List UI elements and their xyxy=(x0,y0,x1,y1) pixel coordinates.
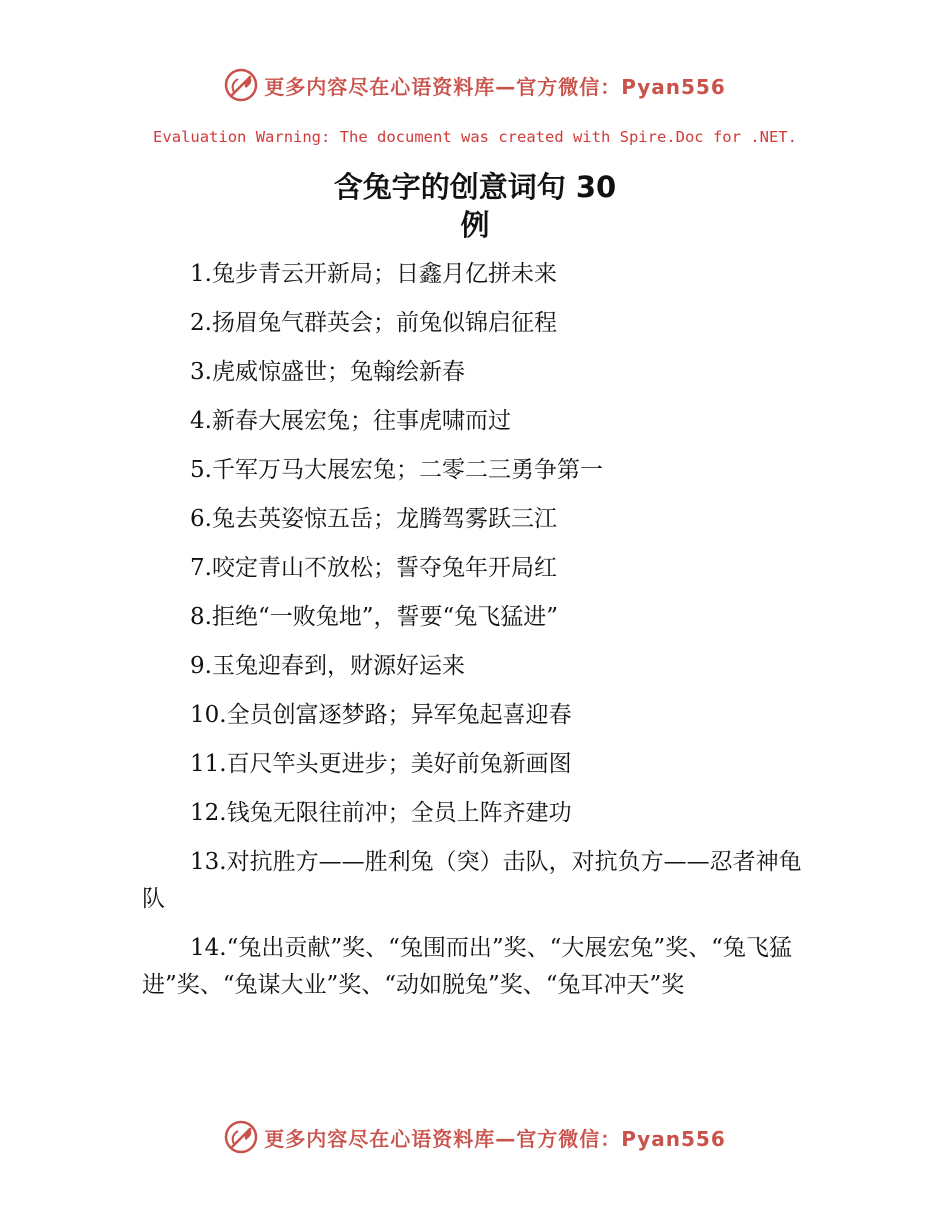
phrase-list xyxy=(142,256,822,1016)
title-line-1: 含兔字的创意词句 30 xyxy=(333,170,617,204)
document-title xyxy=(250,168,700,244)
list-item: 11.百尺竿头更进步；美好前兔新画图 xyxy=(190,751,572,777)
banner-text: 更多内容尽在心语资料库—官方微信：Pyan556 xyxy=(264,74,726,99)
banner-text: 更多内容尽在心语资料库—官方微信：Pyan556 xyxy=(264,1126,726,1151)
quill-logo-icon xyxy=(224,1120,258,1154)
list-item: 14.“兔出贡献”奖、“兔围而出”奖、“大展宏兔”奖、“兔飞猛进”奖、“兔谋大业”奖、“动如脱兔”奖、“兔耳冲天”奖 xyxy=(142,935,792,998)
list-item: 8.拒绝“一败兔地”，誓要“兔飞猛进” xyxy=(190,604,558,630)
list-item: 10.全员创富逐梦路；异军兔起喜迎春 xyxy=(190,702,572,728)
list-item: 9.玉兔迎春到，财源好运来 xyxy=(190,653,465,679)
list-item: 12.钱兔无限往前冲；全员上阵齐建功 xyxy=(190,800,572,826)
quill-logo-icon xyxy=(224,68,258,102)
list-item: 7.咬定青山不放松；誓夺兔年开局红 xyxy=(190,555,557,581)
list-item: 2.扬眉兔气群英会；前兔似锦启征程 xyxy=(190,310,557,336)
list-item: 5.千军万马大展宏兔；二零二三勇争第一 xyxy=(190,457,603,483)
list-item: 13.对抗胜方——胜利兔（突）击队，对抗负方——忍者神龟队 xyxy=(142,849,802,912)
header-banner xyxy=(0,68,950,102)
list-item: 6.兔去英姿惊五岳；龙腾驾雾跃三江 xyxy=(190,506,557,532)
evaluation-warning: Evaluation Warning: The document was created with Spire.Doc for .NET. xyxy=(153,128,797,146)
title-line-2: 例 xyxy=(460,208,490,242)
footer-banner xyxy=(0,1120,950,1154)
list-item: 3.虎威惊盛世；兔翰绘新春 xyxy=(190,359,465,385)
list-item: 1.兔步青云开新局；日鑫月亿拼未来 xyxy=(190,261,557,287)
list-item: 4.新春大展宏兔；往事虎啸而过 xyxy=(190,408,511,434)
